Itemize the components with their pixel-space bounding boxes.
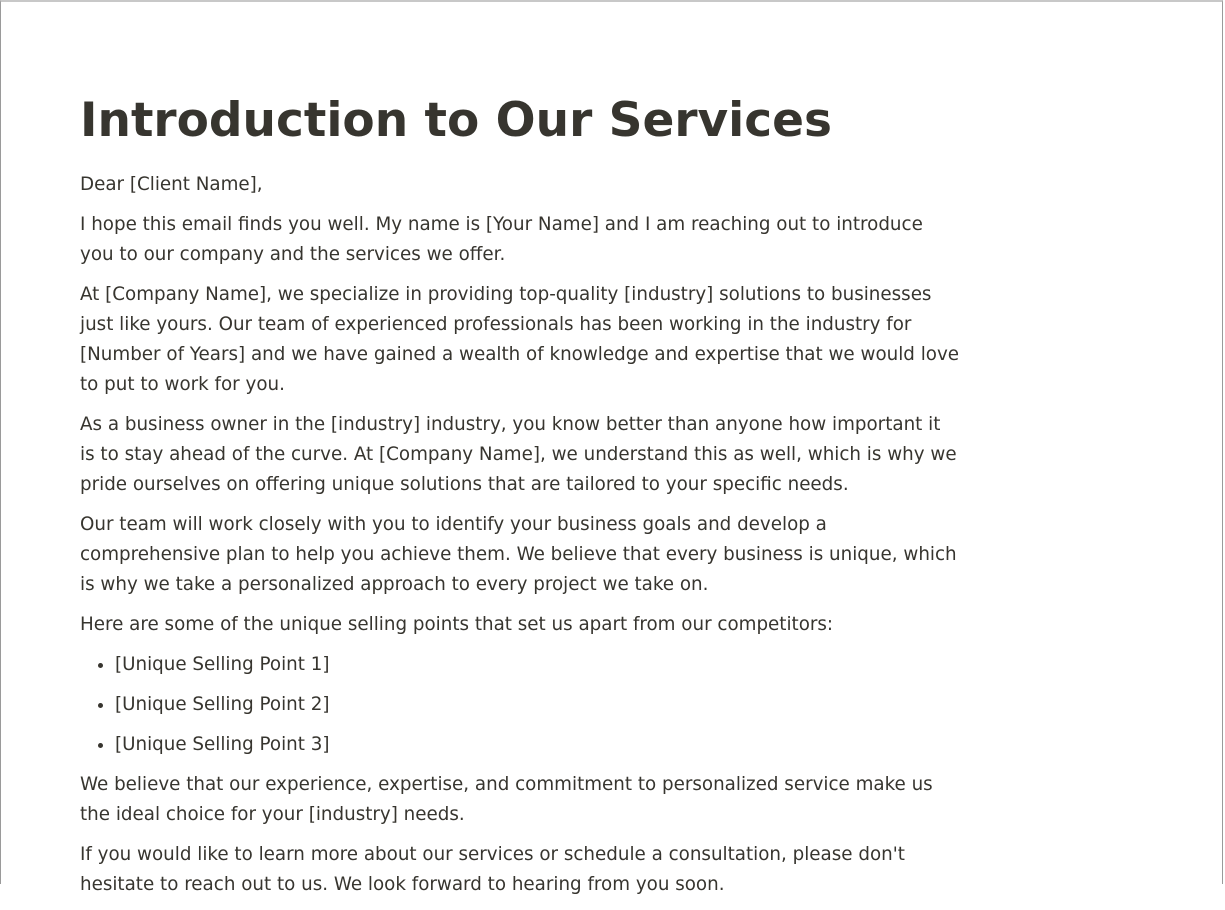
list-item: • [Unique Selling Point 2] — [115, 690, 960, 720]
paragraph-closing: We believe that our experience, expertise, and commitment to personalized service make us the ideal choice for your [industry] needs. — [80, 774, 933, 825]
paragraph-company: At [Company Name], we specialize in providing top-quality [industry] solutions to businesses just like yours. Our team of experienced professionals has been working in the industry for [Number of Years] and we have gained a wealth of knowledge and expertise that we would love to put to work for you. — [80, 284, 960, 395]
paragraph-selling-points-intro: Here are some of the unique selling points that set us apart from our competitors: — [80, 614, 834, 635]
greeting: Dear [Client Name], — [80, 174, 263, 195]
page-title: Introduction to Our Services — [80, 93, 832, 148]
selling-points-list — [80, 650, 960, 760]
document-body — [80, 90, 960, 910]
list-item: • [Unique Selling Point 1] — [115, 650, 960, 680]
list-item: • [Unique Selling Point 3] — [115, 730, 960, 760]
paragraph-industry: As a business owner in the [industry] industry, you know better than anyone how important it is to stay ahead of the curve. At [Company Name], we understand this as well, which is why we pride ourselves on offering unique solutions that are tailored to your specific needs. — [80, 414, 957, 495]
paragraph-intro: I hope this email finds you well. My name is [Your Name] and I am reaching out to introduce you to our company and the services we offer. — [80, 214, 923, 265]
paragraph-team: Our team will work closely with you to identify your business goals and develop a comprehensive plan to help you achieve them. We believe that every business is unique, which is why we take a personalized approach to every project we take on. — [80, 514, 957, 595]
paragraph-contact: If you would like to learn more about our services or schedule a consultation, please don't hesitate to reach out to us. We look forward to hearing from you soon. — [80, 844, 905, 895]
